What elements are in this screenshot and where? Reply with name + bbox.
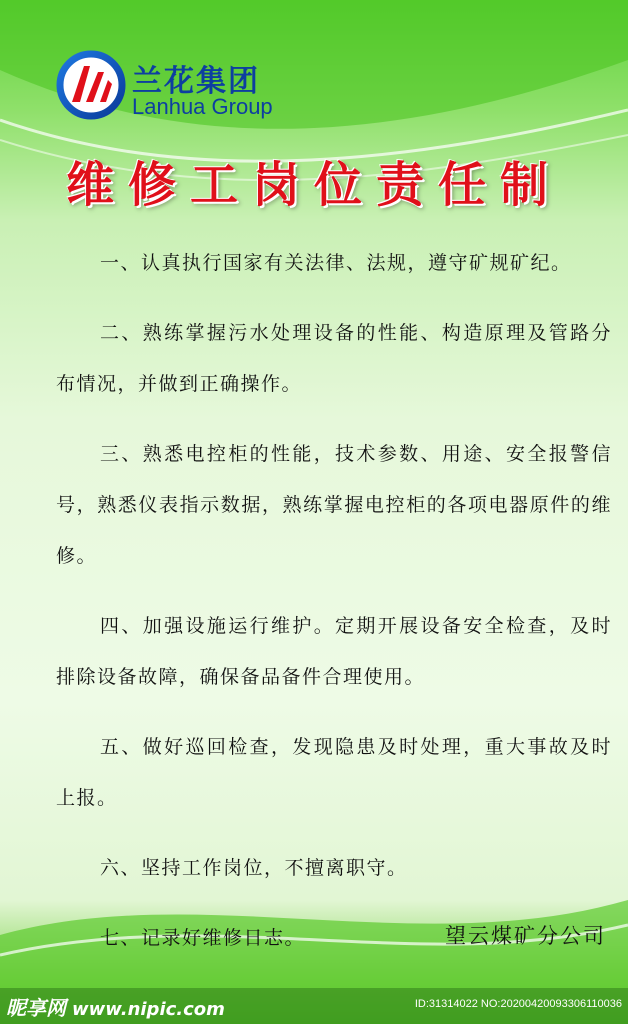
brand-name-en: Lanhua Group (132, 94, 273, 119)
duty-clause-4: 四、加强设施运行维护。定期开展设备安全检查，及时排除设备故障，确保备品备件合理使用。 (56, 615, 612, 688)
watermark-url: www.nipic.com (72, 999, 225, 1020)
company-logo (56, 50, 286, 130)
site-watermark (6, 992, 225, 1021)
duty-clause-1: 一、认真执行国家有关法律、法规，遵守矿规矿纪。 (100, 252, 572, 274)
issuer-signature: 望云煤矿分公司 (445, 924, 606, 948)
watermark-site-name: 昵享网 (6, 996, 66, 1020)
duty-clause-3: 三、熟悉电控柜的性能，技术参数、用途、安全报警信号，熟悉仪表指示数据，熟练掌握电控柜的各项电器原件的维修。 (56, 443, 612, 567)
image-id-label: ID:31314022 NO:20200420093306110036 (414, 998, 622, 1010)
lanhua-emblem-icon (56, 50, 126, 120)
duty-list (56, 238, 612, 983)
brand-name-cn: 兰花集团 (132, 64, 260, 99)
duty-clause-5: 五、做好巡回检查，发现隐患及时处理，重大事故及时上报。 (56, 736, 612, 809)
duty-clause-7: 七、记录好维修日志。 (100, 927, 306, 949)
duty-clause-6: 六、坚持工作岗位，不擅离职守。 (100, 857, 408, 879)
page-title: 维修工岗位责任制 (65, 157, 562, 213)
duty-clause-2: 二、熟练掌握污水处理设备的性能、构造原理及管路分布情况，并做到正确操作。 (56, 322, 612, 395)
